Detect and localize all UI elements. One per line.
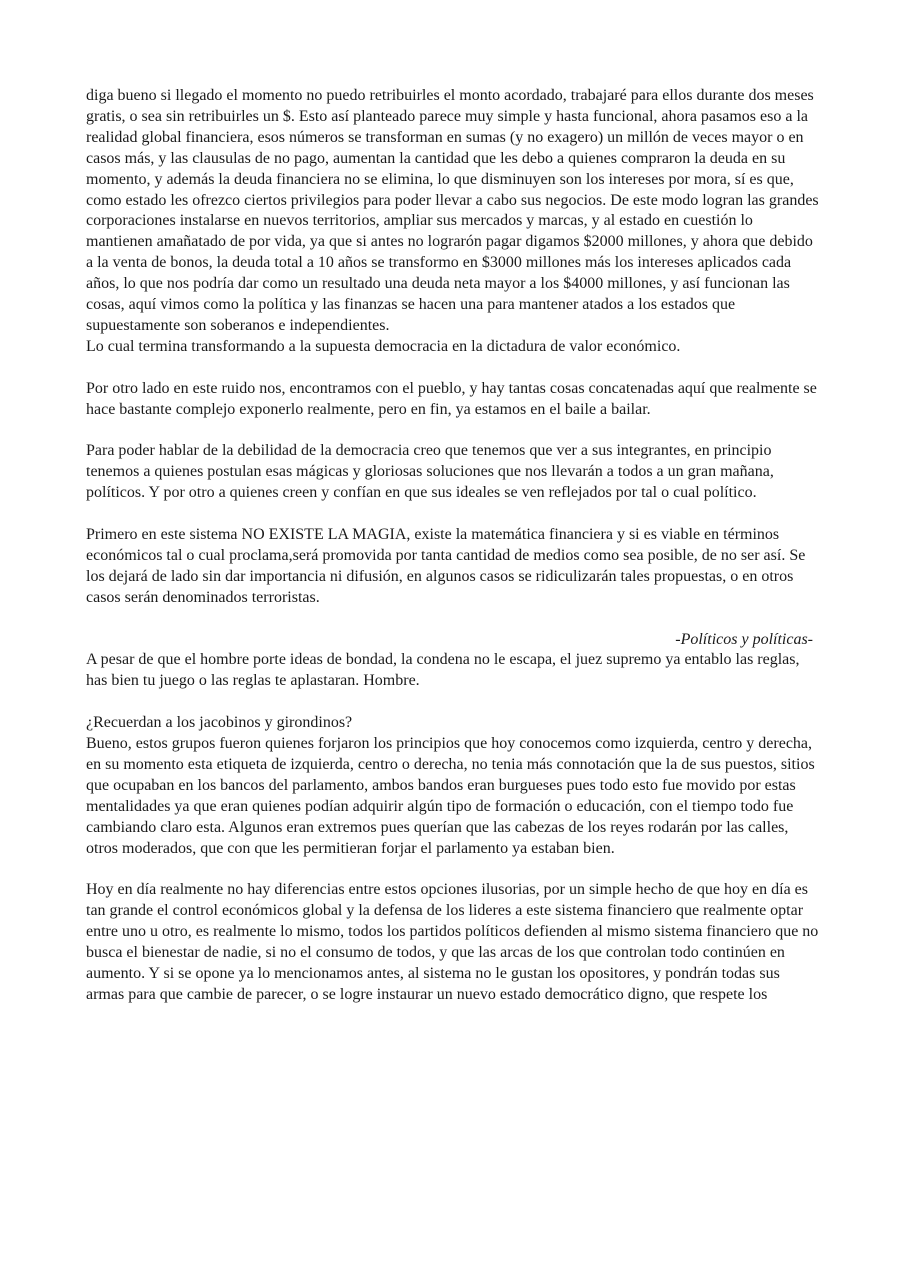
paragraph-no-magic: Primero en este sistema NO EXISTE LA MAGIA, existe la matemática financiera y si es viable en términos económicos tal o cual proclama,será promovida por tanta cantidad de medios como sea posible, de no ser así. Se los dejará de lado sin dar importancia ni difusión, en algunos casos se ridiculizarán tales propuestas, o en otros casos serán denominados terroristas. <box>86 525 806 606</box>
paragraph-spacer <box>86 420 821 441</box>
paragraph-democracy-dictatorship: Lo cual termina transformando a la supuesta democracia en la dictadura de valor económico. <box>86 337 681 355</box>
paragraph-spacer <box>86 358 821 379</box>
paragraph-spacer <box>86 609 821 630</box>
paragraph-question: ¿Recuerdan a los jacobinos y girondinos? <box>86 714 353 732</box>
paragraph-spacer <box>86 859 821 880</box>
paragraph-spacer <box>86 692 821 713</box>
section-heading: -Políticos y políticas- <box>675 630 813 648</box>
paragraph-today: Hoy en día realmente no hay diferencias entre estos opciones ilusorias, por un simple hecho de que hoy en día es tan grande el control económicos global y la defensa de los lideres a este sistema financiero que realmente optar entre uno u otro, es realmente lo mismo, todos los partidos políticos defienden al mismo sistema financiero que no busca el bienestar de nadie, si no el consumo de todos, y que las arcas de los que controlan todo continúen en aumento. Y si se opone ya lo mencionamos antes, al sistema no le gustan los opositores, y pondrán todas sus armas para que cambie de parecer, o se logre instaurar un nuevo estado democrático digno, que respete los <box>86 881 819 1003</box>
document-body <box>86 86 821 1006</box>
paragraph-debt-explanation: diga bueno si llegado el momento no puedo retribuirles el monto acordado, trabajaré para ellos durante dos meses gratis, o sea sin retribuirles un $. Esto así planteado parece muy simple y hasta funcional, ahora pasamos eso a la realidad global financiera, esos números se transforman en sumas (y no exagero) un millón de veces mayor o en casos más, y las clausulas de no pago, aumentan la cantidad que les debo a quienes compraron la deuda en su momento, y además la deuda financiera no se elimina, lo que disminuyen son los intereses por mora, sí es que, como estado les ofrezco ciertos privilegios para poder llevar a cabo sus negocios. De este modo logran las grandes corporaciones instalarse en nuevos territorios, ampliar sus mercados y marcas, y al estado en cuestión lo mantienen amañatado de por vida, ya que si antes no lograrón pagar digamos $2000 millones, y ahora que debido a la venta de bonos, la deuda total a 10 años se transformo en $3000 millones más los intereses aplicados cada años, lo que nos podría dar como un resultado una deuda neta mayor a los $4000 millones, y así funcionan las cosas, aquí vimos como la política y las finanzas se hacen una para mantener atados a los estados que supuestamente son soberanos e independientes. <box>86 87 819 334</box>
paragraph-people: Por otro lado en este ruido nos, encontramos con el pueblo, y hay tantas cosas concatenadas aquí que realmente se hace bastante complejo exponerlo realmente, pero en fin, ya estamos en el baile a bailar. <box>86 379 817 418</box>
paragraph-democracy-weakness: Para poder hablar de la debilidad de la democracia creo que tenemos que ver a sus integrantes, en principio tenemos a quienes postulan esas mágicas y gloriosas soluciones que nos llevarán a todos a un gran mañana, políticos. Y por otro a quienes creen y confían en que sus ideales se ven reflejados por tal o cual político. <box>86 442 774 502</box>
paragraph-spacer <box>86 504 821 525</box>
paragraph-jacobins: Bueno, estos grupos fueron quienes forjaron los principios que hoy conocemos como izquierda, centro y derecha, en su momento esta etiqueta de izquierda, centro o derecha, no tenia más connotación que la de sus puestos, sitios que ocupaban en los bancos del parlamento, ambos bandos eran burgueses pues todo esto fue movido por estas mentalidades ya que eran quienes podían adquirir algún tipo de formación o educación, con el tiempo todo fue cambiando claro esta. Algunos eran extremos pues querían que las cabezas de los reyes rodarán por las calles, otros moderados, que con que les permitieran forjar el parlamento ya estaban bien. <box>86 735 815 857</box>
paragraph-man-rules: A pesar de que el hombre porte ideas de bondad, la condena no le escapa, el juez supremo ya entablo las reglas, has bien tu juego o las reglas te aplastaran. Hombre. <box>86 651 800 690</box>
